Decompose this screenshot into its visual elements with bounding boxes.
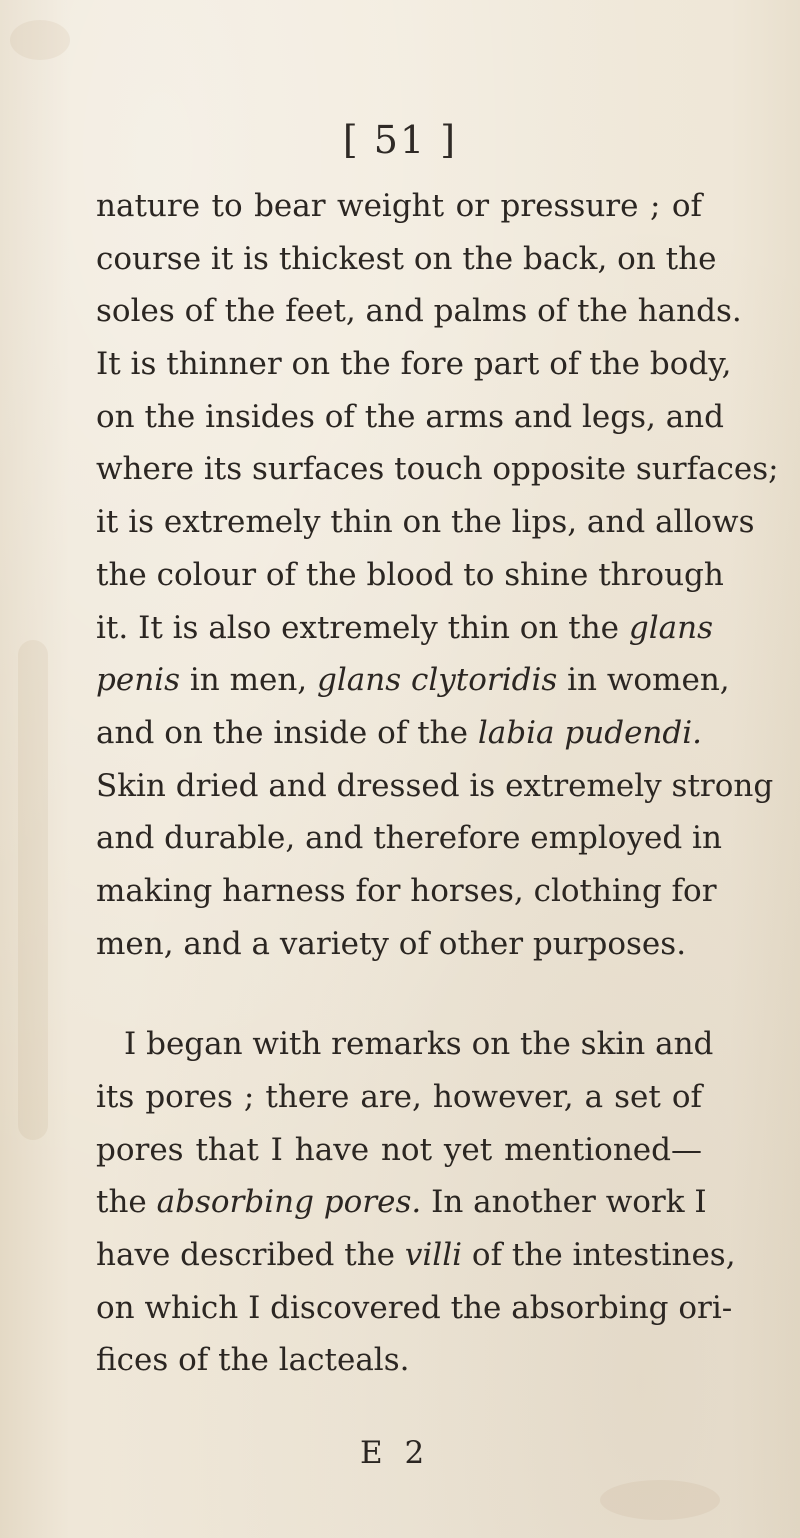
text-line: course it is thickest on the back, on the — [96, 240, 717, 277]
text-line: Skin dried and dressed is extremely strong — [96, 767, 774, 804]
text-line — [96, 654, 730, 707]
paper-stain — [18, 640, 48, 1140]
page-number-header: [ 51 ] — [342, 118, 458, 162]
text-line: it is extremely thin on the lips, and allows — [96, 504, 755, 541]
text-line: the colour of the blood to shine through — [96, 556, 724, 593]
text-line: making harness for horses, clothing for — [96, 872, 717, 909]
text-line — [96, 1176, 707, 1229]
paper-stain — [10, 20, 70, 60]
text-segment: the — [96, 1184, 147, 1221]
text-line: fices of the lacteals. — [96, 1342, 410, 1379]
text-line: nature to bear weight or pressure ; of — [96, 188, 702, 224]
paragraph-gap — [96, 970, 702, 1018]
italic-term: villi — [404, 1237, 463, 1274]
text-line: It is thinner on the fore part of the body, — [96, 346, 732, 383]
text-line — [96, 602, 714, 655]
text-line: soles of the feet, and palms of the hands. — [96, 293, 742, 330]
italic-term: absorbing pores. — [156, 1184, 422, 1221]
body-text — [96, 180, 779, 1387]
text-segment: in men, — [189, 662, 308, 699]
text-line: where its surfaces touch opposite surfaces; — [96, 451, 779, 488]
text-line: on which I discovered the absorbing ori- — [96, 1289, 733, 1326]
text-line — [96, 707, 702, 760]
text-segment: have described the — [96, 1237, 396, 1274]
italic-term: penis — [96, 662, 180, 699]
text-line: and durable, and therefore employed in — [96, 820, 722, 857]
italic-term: glans — [628, 609, 714, 646]
text-line: men, and a variety of other purposes. — [96, 925, 687, 962]
italic-term: glans clytoridis — [317, 662, 558, 699]
paper-stain — [600, 1480, 720, 1520]
italic-term: labia pudendi. — [477, 714, 703, 751]
text-segment: in women, — [567, 662, 730, 699]
text-line: its pores ; there are, however, a set of — [96, 1079, 702, 1115]
text-line: I began with remarks on the skin and — [124, 1026, 714, 1063]
text-segment: and on the inside of the — [96, 714, 468, 751]
text-segment: it. It is also extremely thin on the — [96, 609, 620, 646]
text-line: pores that I have not yet mentioned— — [96, 1131, 702, 1168]
text-segment: In another work I — [431, 1184, 707, 1221]
text-segment: of the intestines, — [471, 1237, 736, 1274]
text-line — [96, 1229, 736, 1282]
signature-mark: E 2 — [360, 1435, 431, 1471]
text-line: on the insides of the arms and legs, and — [96, 398, 724, 435]
